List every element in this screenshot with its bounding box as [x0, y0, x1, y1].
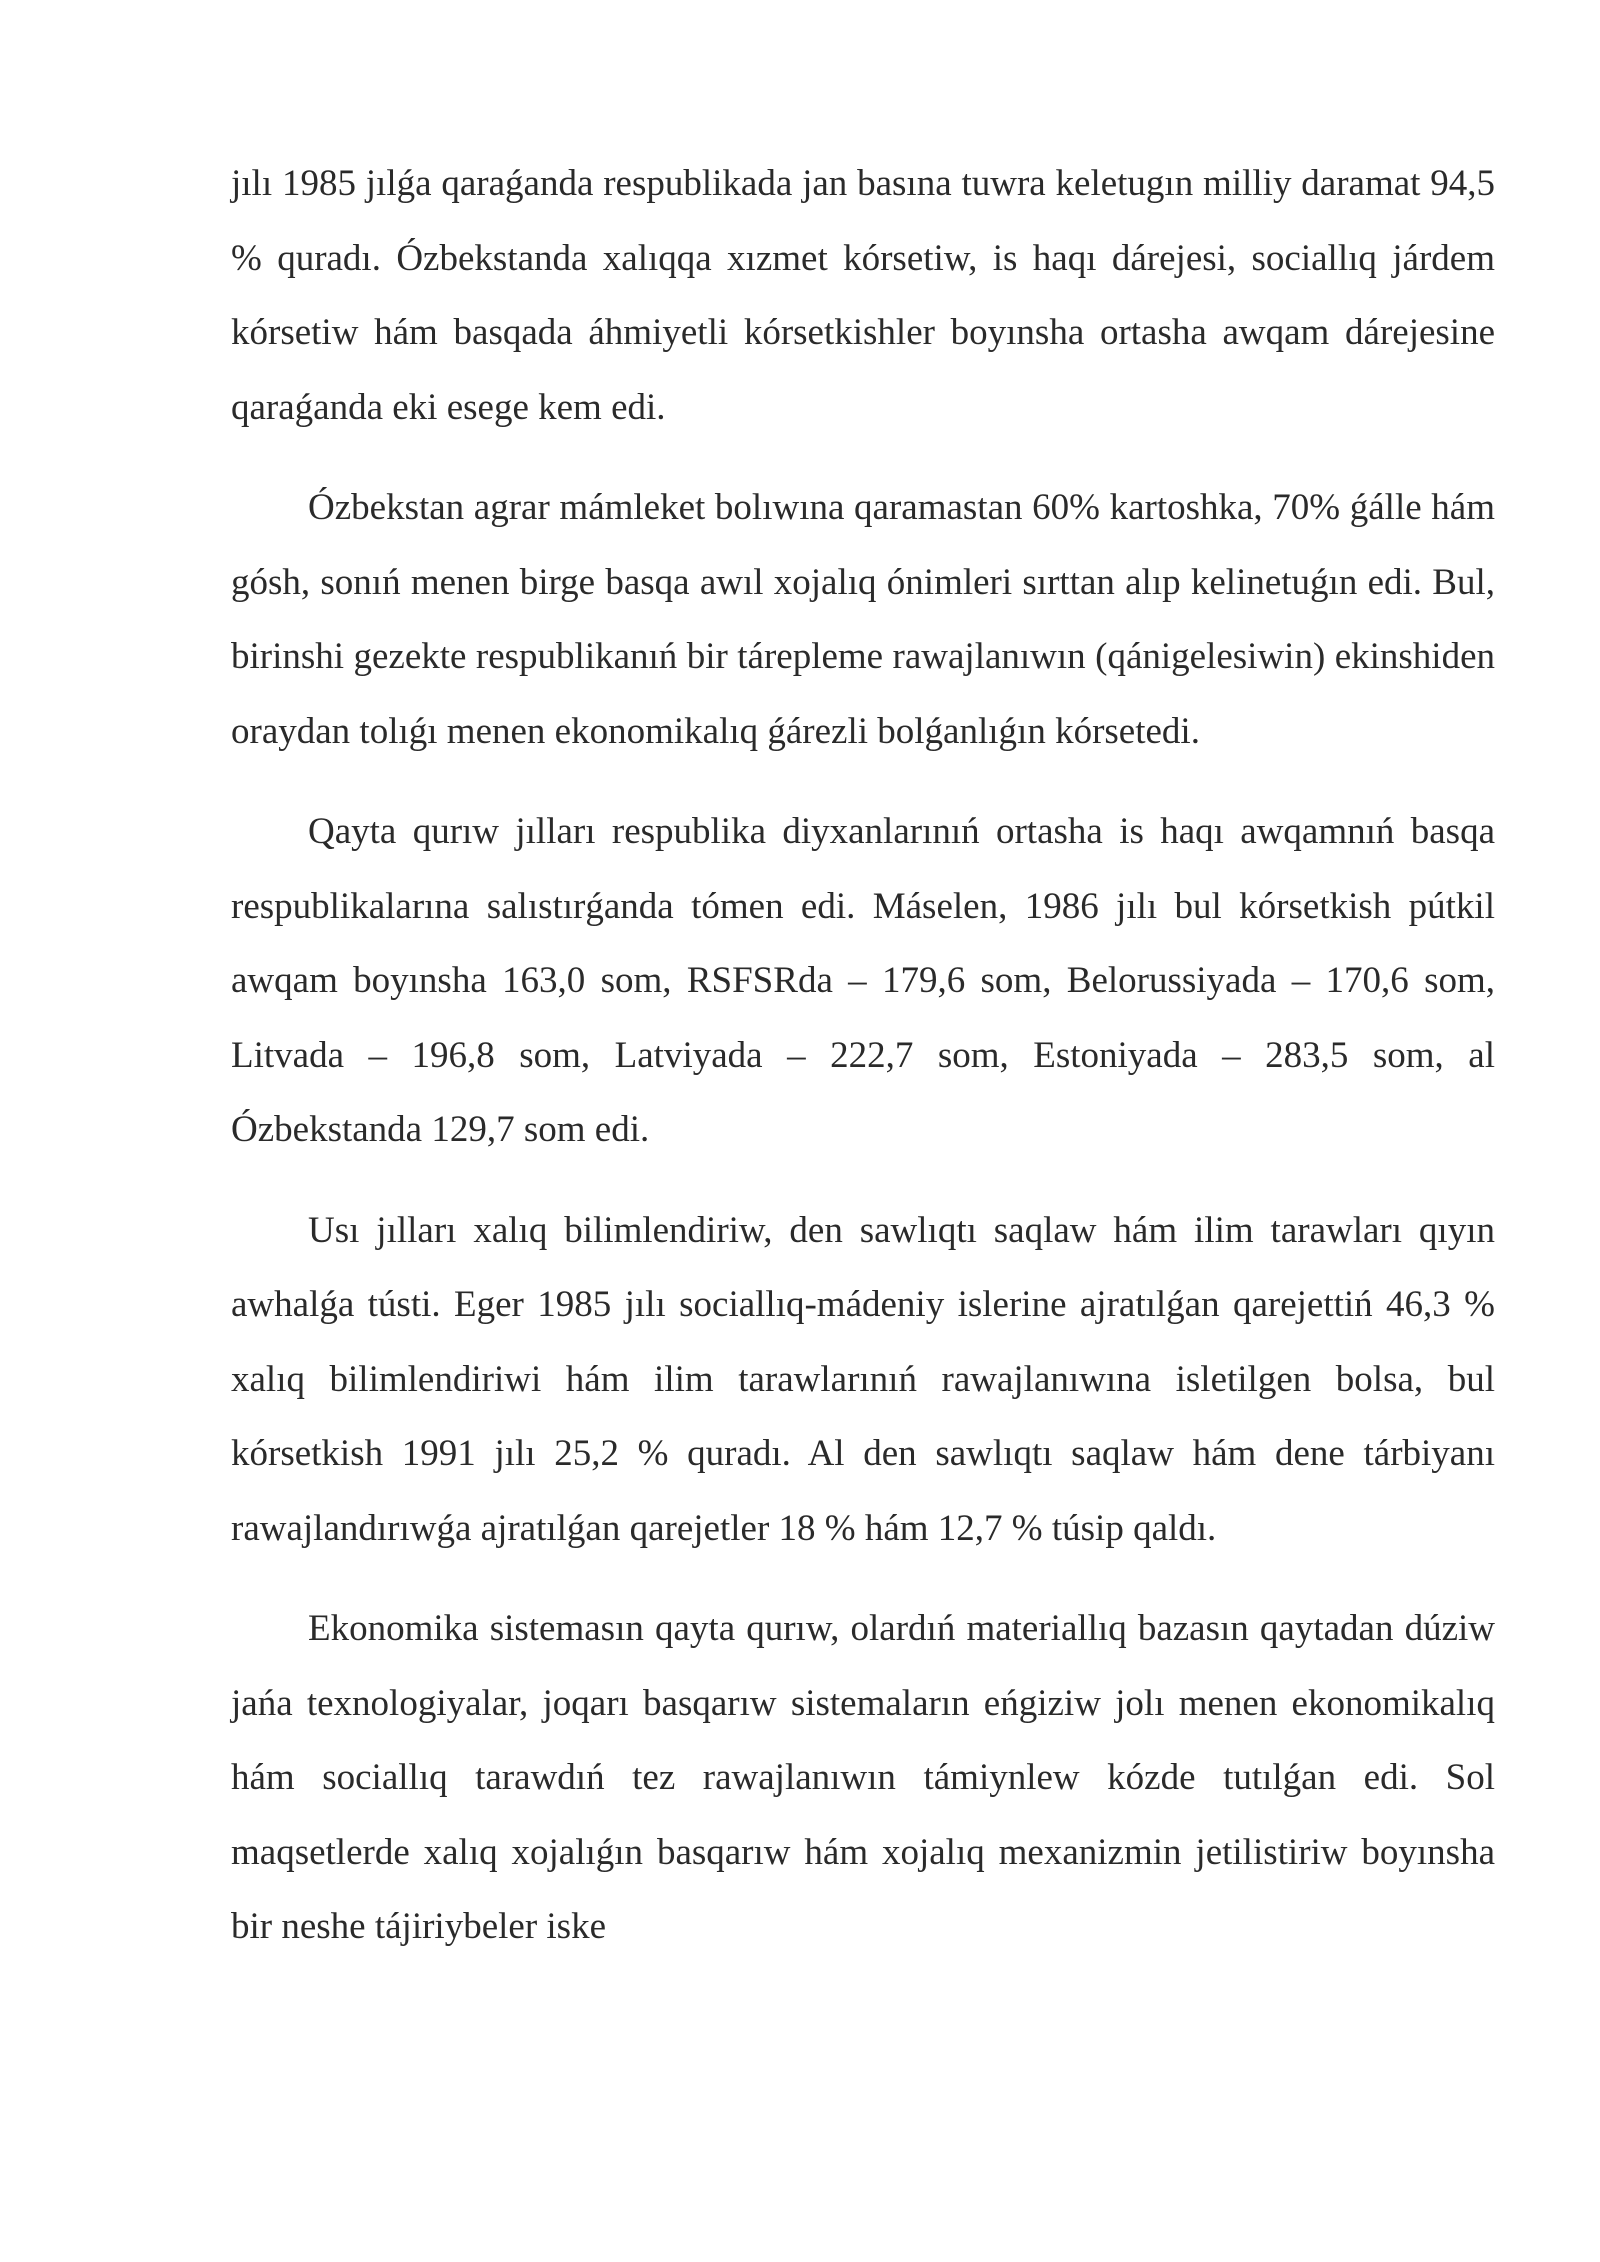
paragraph-4: Usı jılları xalıq bilimlendiriw, den sawlıqtı saqlaw hám ilim tarawları qıyın awhalǵa tústi. Eger 1985 jılı sociallıq-mádeniy islerine ajratılǵan qarejettiń 46,3 % xalıq bilimlendiriwi hám ilim tarawlarınıń rawajlanıwına isletilgen bolsa, bul kórsetkish 1991 jılı 25,2 % quradı. Al den sawlıqtı saqlaw hám dene tárbiyanı rawajlandırıwǵa ajratılǵan qarejetler 18 % hám 12,7 % túsip qaldı. [231, 1209, 1495, 1549]
paragraph-1: jılı 1985 jılǵa qaraǵanda respublikada jan basına tuwra keletugın milliy daramat 94,5 % quradı. Ózbekstanda xalıqqa xızmet kórsetiw, is haqı dárejesi, sociallıq járdem kórsetiw hám basqada áhmiyetli kórsetkishler boyınsha ortasha awqam dárejesine qaraǵanda eki esege kem edi. [231, 163, 1495, 428]
paragraph-3: Qayta qurıw jılları respublika diyxanlarınıń ortasha is haqı awqamnıń basqa respublikalarına salıstırǵanda tómen edi. Máselen, 1986 jılı bul kórsetkish pútkil awqam boyınsha 163,0 som, RSFSRda – 179,6 som, Belorussiyada – 170,6 som, Litvada – 196,8 som, Latviyada – 222,7 som, Estoniyada – 283,5 som, al Ózbekstanda 129,7 som edi. [231, 811, 1495, 1150]
paragraph-2: Ózbekstan agrar mámleket bolıwına qaramastan 60% kartoshka, 70% ǵálle hám gósh, sonıń menen birge basqa awıl xojalıq ónimleri sırttan alıp kelinetuǵın edi. Bul, birinshi gezekte respublikanıń bir tárepleme rawajlanıwın (qánigelesiwin) ekinshiden oraydan tolıǵı menen ekonomikalıq ǵárezli bolǵanlıǵın kórsetedi. [231, 487, 1495, 752]
body-text [231, 147, 1495, 1965]
paragraph-5: Ekonomika sistemasın qayta qurıw, olardıń materiallıq bazasın qaytadan dúziw jańa texnologiyalar, joqarı basqarıw sistemaların eńgiziw jolı menen ekonomikalıq hám sociallıq tarawdıń tez rawajlanıwın támiynlew kózde tutılǵan edi. Sol maqsetlerde xalıq xojalıǵın basqarıw hám xojalıq mexanizmin jetilistiriw boyınsha bir neshe tájiriybeler iske [231, 1608, 1495, 1947]
